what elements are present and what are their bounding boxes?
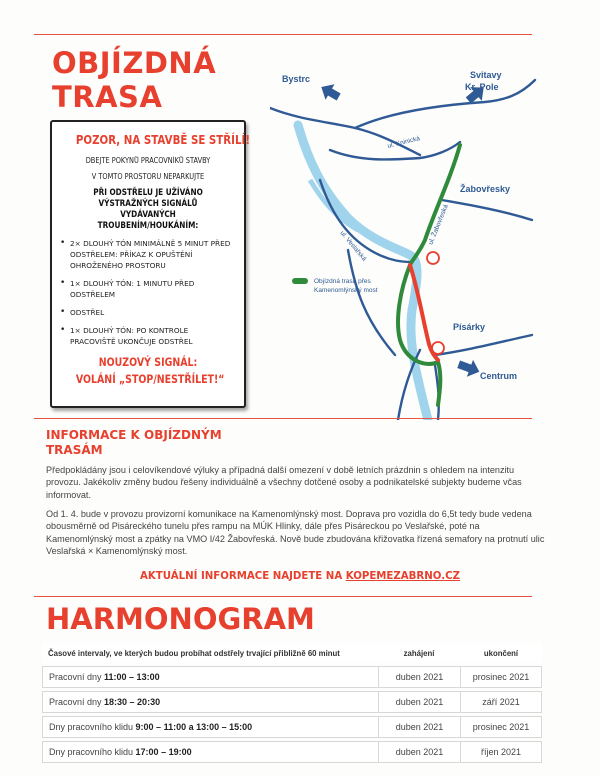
signal-item: • ODSTŘEL [60,307,236,318]
road-zabovresky-east [442,200,532,220]
map-label-svitavy-2: Kr. Pole [465,82,499,92]
signal-item: • 2× DLOUHÝ TÓN MINIMÁLNĚ 5 MINUT PŘED ODSTŘELEM: PŘÍKAZ K OPUŠTĚNÍ OHROŽENÉHO PROSTORU [60,238,236,271]
map-label-veslarska: ul. Veslařská [338,229,368,263]
row-interval [42,716,378,738]
legend-line-1: Objízdná trasa přes [314,278,371,285]
emergency-line-1: NOUZOVÝ SIGNÁL: [98,355,198,369]
row-label: Dny pracovního klidu [49,722,136,732]
website-notice [0,571,600,582]
signal-item: • 1× DLOUHÝ TÓN: PO KONTROLE PRACOVIŠTĚ UKONČUJE ODSTŘEL [60,325,236,347]
page-title-line1: OBJÍZDNÁ [52,46,217,80]
map-label-centrum: Centrum [480,371,518,381]
top-divider [34,34,532,35]
legend-swatch [292,278,308,284]
detour-map [270,50,540,420]
warning-line-2: V TOMTO PROSTORU NEPARKUJTE [91,172,205,181]
info-paragraph-2: Od 1. 4. bude v provozu provizorní komunikace na Kamenomlýnský most. Doprava pro vozidla do 6,5t tedy bude vedena obousměrně od Pisáreckého tunelu přes rampu na MÚK Hlinky, dále přes Pisáreckou po Veslařské, poté na Kamenomlýnský most a zpátky na VMO I/42 Žabovřeská. Nově bude zbudována křižovatka řízená semafory na protnutí ulic Veslařská × Kamenomlýnský most. [46,509,545,556]
row-interval [42,691,378,713]
row-interval [42,741,378,763]
warning-heading: POZOR, NA STAVBĚ SE STŘÍLÍ! [75,132,251,147]
signal-item: • 1× DLOUHÝ TÓN: 1 MINUTU PŘED ODSTŘELEM [60,278,236,300]
map-label-kninicka: ul. Kninická [386,135,421,150]
row-label: Dny pracovního klidu [49,747,136,757]
emergency-signal [75,354,225,388]
row-time: 11:00 – 13:00 [104,672,160,682]
row-end: září 2021 [460,691,542,713]
info-paragraph-1: Předpokládány jsou i celovíkendové výluky a případná další omezení v době letních prázdnin s ohledem na intenzitu provozu. Jakékoliv změny budou řešeny individuálně a všechny dotčené osoby a podnikatelské subjekty budeme včas informovat. [46,465,522,500]
row-time: 18:30 – 20:30 [104,697,161,707]
row-label: Pracovní dny [49,697,105,707]
info-title [46,428,222,458]
table-row [42,691,542,713]
map-label-svitavy-1: Svitavy [470,70,502,80]
map-label-pisarky: Písárky [453,322,486,332]
map-label-zabovreska: ul. Žabovřeská [427,203,450,246]
website-prefix: AKTUÁLNÍ INFORMACE NAJDETE NA [140,571,346,582]
row-label: Pracovní dny [49,672,105,682]
table-row [42,716,542,738]
road-west-curve [348,250,395,355]
table-row [42,741,542,763]
header-start: zahájení [378,643,460,663]
harmonogram-divider [34,596,532,597]
row-start: duben 2021 [378,691,460,713]
arrow-centrum-icon [456,356,483,380]
row-time: 9:00 – 11:00 a 13:00 – 15:00 [135,722,253,732]
legend-line-2: Kamenomlýnský most [314,287,378,294]
info-title-line1: INFORMACE K OBJÍZDNÝM [46,428,222,442]
warning-line-1: DBEJTE POKYNŮ PRACOVNÍKŮ STAVBY [85,156,211,165]
header-end: ukončení [460,643,542,663]
warning-bold-line-3: TROUBENÍM/HOUKÁNÍM: [97,221,199,231]
row-interval [42,666,378,688]
harmonogram-title: HARMONOGRAM [46,602,315,636]
blasting-site-marker [432,342,444,354]
emergency-line-2: VOLÁNÍ „STOP/NESTŘÍLET!“ [75,372,225,386]
arrow-bystrc-icon [317,79,343,105]
blasting-warning-box [50,120,251,408]
website-link[interactable]: KOPEMEZABRNO.CZ [345,571,460,582]
warning-bold-line-1: PŘI ODSTŘELU JE UŽÍVÁNO [93,188,203,198]
warning-bold-line-2: VÝSTRAŽNÝCH SIGNÁLŮ VYDÁVANÝCH [98,199,198,220]
schedule-table [42,640,542,766]
row-start: duben 2021 [378,741,460,763]
info-title-line2: TRASÁM [46,443,103,457]
row-time: 17:00 – 19:00 [135,747,192,757]
map-label-bystrc: Bystrc [282,74,311,84]
page-title-line2: TRASA [52,80,163,114]
row-end: prosinec 2021 [460,666,542,688]
row-start: duben 2021 [378,666,460,688]
header-interval: Časové intervaly, ve kterých budou probíhat odstřely trvající přibližně 60 minut [42,643,378,663]
row-end: prosinec 2021 [460,716,542,738]
road-pisarky-east [435,335,532,355]
row-end: říjen 2021 [460,741,542,763]
road-svitavy [355,80,535,128]
row-start: duben 2021 [378,716,460,738]
schedule-header-row [42,643,542,663]
blasting-site-marker [427,252,439,264]
page-title [52,46,216,114]
detour-route-north [410,145,460,265]
warning-bold-block [73,188,223,232]
signal-list [60,238,236,347]
info-divider [34,418,532,419]
table-row [42,666,542,688]
map-label-zabovresky: Žabovřesky [460,184,511,194]
